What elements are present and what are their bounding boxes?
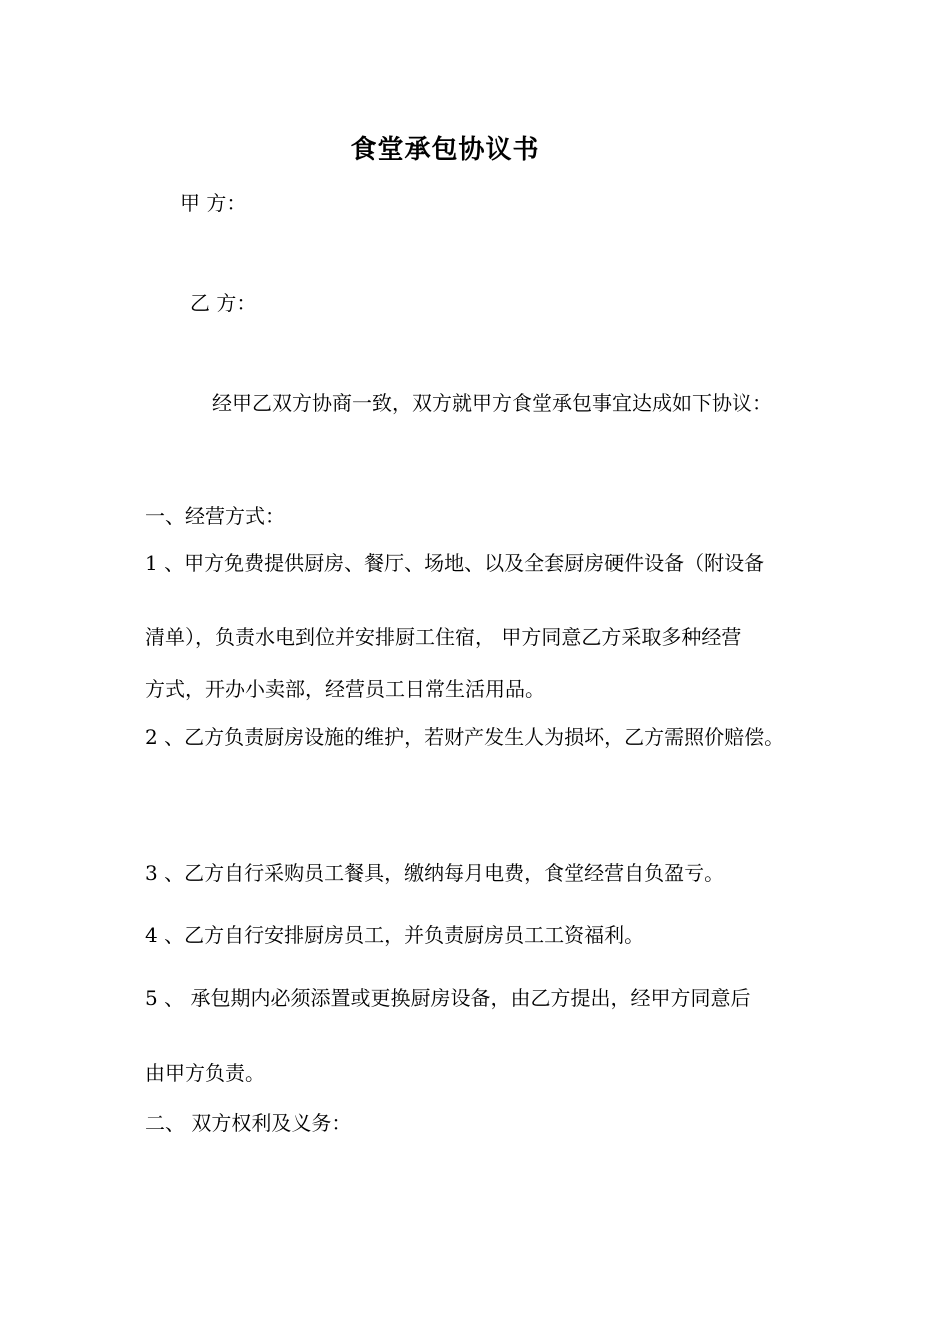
item1-line2: 清单），负责水电到位并安排厨工住宿， 甲方同意乙方采取多种经营 — [145, 625, 742, 649]
item5-line1: 5 、 承包期内必须添置或更换厨房设备，由乙方提出，经甲方同意后 — [145, 986, 751, 1010]
party-a-label: 甲 方： — [180, 191, 247, 215]
section2-heading: 二、 双方权利及义务： — [145, 1111, 352, 1135]
item5-line2: 由甲方负责。 — [145, 1061, 265, 1085]
party-b-label: 乙 方： — [190, 291, 257, 315]
item2: 2 、乙方负责厨房设施的维护，若财产发生人为损坏，乙方需照价赔偿。 — [145, 725, 785, 749]
item1-line3: 方式，开办小卖部，经营员工日常生活用品。 — [145, 677, 545, 701]
item1-line1: 1 、甲方免费提供厨房、餐厅、场地、以及全套厨房硬件设备（附设备 — [145, 551, 765, 575]
item3: 3 、乙方自行采购员工餐具，缴纳每月电费，食堂经营自负盈亏。 — [145, 861, 725, 885]
item4: 4 、乙方自行安排厨房员工，并负责厨房员工工资福利。 — [145, 923, 645, 947]
document-title: 食堂承包协议书 — [350, 135, 540, 165]
section1-heading: 一、经营方式： — [145, 504, 285, 528]
intro-paragraph: 经甲乙双方协商一致，双方就甲方食堂承包事宜达成如下协议： — [212, 391, 772, 415]
